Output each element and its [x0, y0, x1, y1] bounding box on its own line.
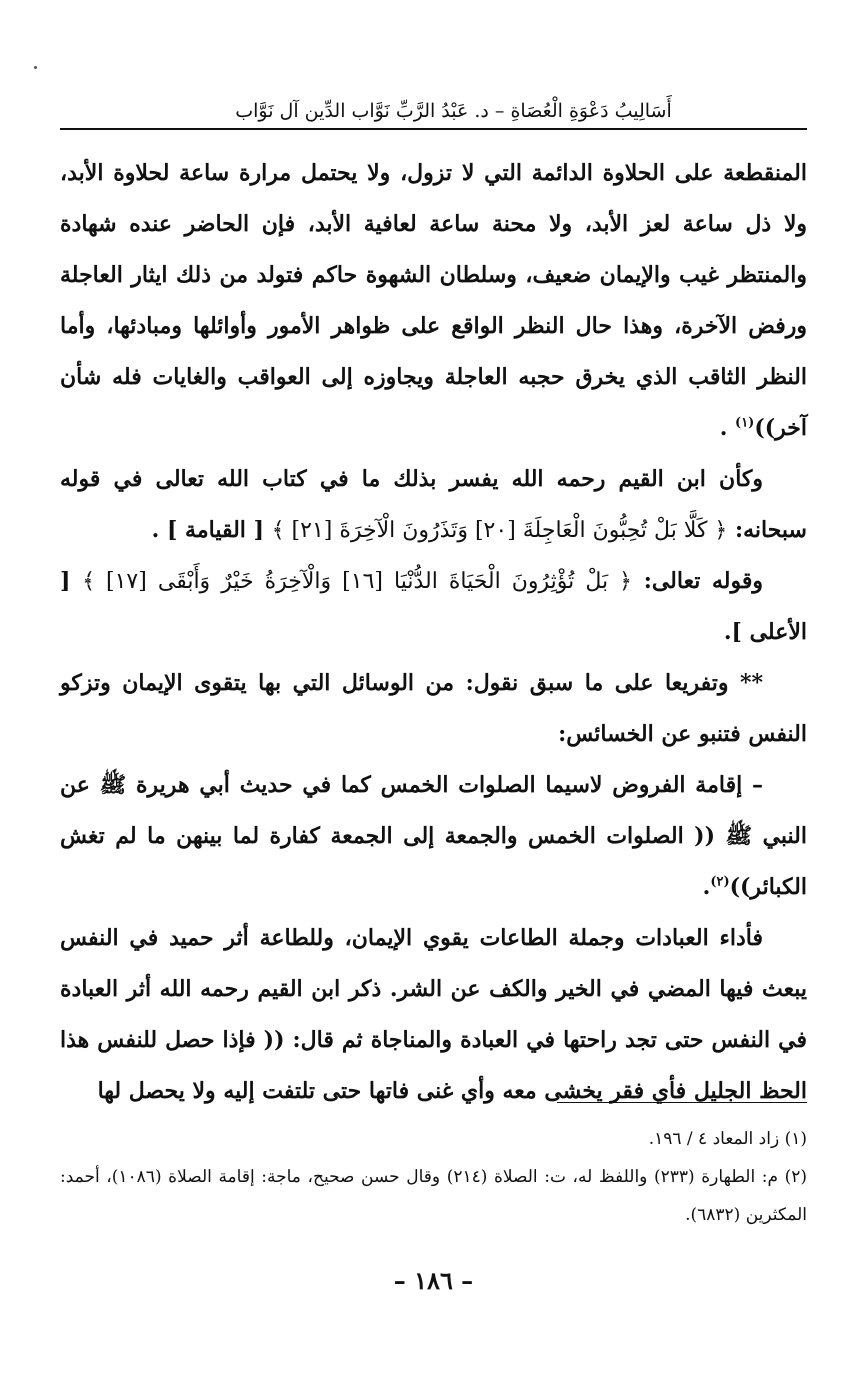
footnotes — [60, 1120, 807, 1234]
paragraph-quran-1 — [60, 454, 807, 556]
quran-verse-ala: ﴿ بَلْ تُؤْثِرُونَ الْحَيَاةَ الدُّنْيَا [١٦] وَالْآخِرَةُ خَيْرٌ وَأَبْقَى [١٧] ﴾ — [82, 569, 633, 594]
paragraph-continuation — [60, 148, 807, 454]
surah-ref-qiyamah: [ القيامة ] . — [151, 517, 272, 543]
paragraph-5-end: . — [702, 874, 711, 900]
paragraph-1-end: . — [719, 415, 736, 441]
quran-verse-qiyamah: ﴿ كَلَّا بَلْ تُحِبُّونَ الْعَاجِلَةَ [٢٠] وَتَذَرُونَ الْآخِرَةَ [٢١] ﴾ — [271, 518, 728, 543]
footnote-ref-2: (٢) — [710, 874, 730, 890]
paragraph-3-intro: وقوله تعالى: — [632, 568, 764, 594]
footnote-2: (٢) م: الطهارة (٢٣٣) واللفظ له، ت: الصلاة (٢١٤) وقال حسن صحيح، ماجة: إقامة الصلاة (١٠٨٦)، أحمد: المكثرين (٦٨٣٢). — [60, 1167, 808, 1225]
stray-dot — [34, 66, 37, 69]
paragraph-2-intro: وكأن ابن القيم رحمه الله يفسر بذلك ما في كتاب الله تعالى في قوله سبحانه: — [60, 466, 807, 543]
header-rule — [60, 128, 807, 130]
surah-ref-ala: [ الأعلى ]. — [60, 568, 807, 645]
paragraph-quran-2 — [60, 556, 807, 658]
running-header: أَسَالِيبُ دَعْوَةِ الْعُصَاةِ – د. عَبْدُ الرَّبِّ نَوَّاب الدِّين آل نَوَّاب — [235, 100, 672, 122]
paragraph-prayers — [60, 760, 807, 913]
footnote-ref-1: (١) — [735, 415, 755, 431]
body-text — [60, 148, 807, 1117]
paragraph-worship: فأداء العبادات وجملة الطاعات يقوي الإيمان، وللطاعة أثر حميد في النفس يبعث فيها المضي في الخير والكف عن الشر. ذكر ابن القيم رحمه الله أثر العبادة في النفس حتى تجد راحتها في العبادة والمناجاة ثم قال: (( فإذا حصل للنفس هذا الحظ الجليل فأي فقر يخشى معه وأي غنى فاتها حتى تلتفت إليه ولا يحصل لها — [60, 925, 807, 1104]
paragraph-5-text: – إقامة الفروض لاسيما الصلوات الخمس كما في حديث أبي هريرة ﷺ عن النبي ﷺ (( الصلوات الخمس والجمعة إلى الجمعة كفارة لما بينهن ما لم تغش الكبائر)) — [60, 772, 807, 900]
paragraph-1-text: المنقطعة على الحلاوة الدائمة التي لا تزول، ولا يحتمل مرارة ساعة لحلاوة الأبد، ولا ذل ساعة لعز الأبد، ولا محنة ساعة لعافية الأبد، فإن الحاضر عنده شهادة والمنتظر غيب والإيمان ضعيف، وسلطان الشهوة حاكم فتولد من ذلك ايثار العاجلة ورفض الآخرة، وهذا حال النظر الواقع على ظواهر الأمور وأوائلها ومبادئها، وأما النظر الثاقب الذي يخرق حجبه العاجلة ويجاوزه إلى العواقب والغايات فله شأن آخر)) — [60, 160, 807, 441]
footnote-1: (١) زاد المعاد ٤ / ١٩٦. — [648, 1129, 807, 1149]
paragraph-means: ** وتفريعا على ما سبق نقول: من الوسائل التي بها يتقوى الإيمان وتزكو النفس فتنبو عن الخسائس: — [60, 670, 807, 747]
footnote-rule — [557, 1102, 807, 1103]
page-number: – ١٨٦ – — [393, 1266, 474, 1295]
